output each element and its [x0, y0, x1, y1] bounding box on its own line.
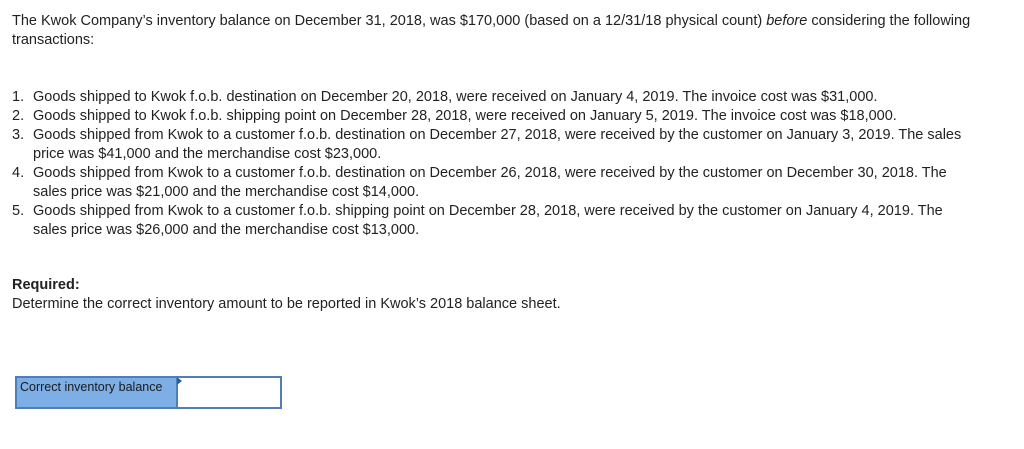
transaction-list [12, 88, 1012, 240]
list-item-text: Goods shipped to Kwok f.o.b. destination on December 20, 2018, were received on January 4, 2019. The invoice cost was $31,000. [33, 89, 878, 105]
flag-marker-icon [177, 377, 182, 385]
table-row [16, 377, 281, 408]
answer-input-cell[interactable] [177, 377, 281, 408]
list-item [12, 126, 1012, 164]
list-item-text: Goods shipped from Kwok to a customer f.o.b. destination on December 27, 2018, were received by the customer on January 3, 2019. The sales price was $41,000 and the merchandise cost $23,000. [33, 127, 962, 162]
list-item [12, 107, 1012, 126]
list-item-number: 1. [12, 89, 25, 105]
intro-text-after: considering the following transactions: [12, 13, 971, 48]
list-item [12, 202, 1012, 240]
list-item [12, 164, 1012, 202]
list-item-text: Goods shipped from Kwok to a customer f.o.b. shipping point on December 28, 2018, were received by the customer on January 4, 2019. The sales price was $26,000 and the merchandise cost $13,000. [33, 203, 943, 238]
question-content [12, 12, 1012, 314]
list-item-text: Goods shipped from Kwok to a customer f.o.b. destination on December 26, 2018, were received by the customer on December 30, 2018. The sales price was $21,000 and the merchandise cost $14,000. [33, 165, 947, 200]
answer-label-cell [16, 377, 177, 408]
required-section [12, 276, 1012, 314]
list-item [12, 88, 1012, 107]
intro-text-italic: before [766, 13, 808, 29]
list-item-number: 4. [12, 165, 25, 181]
list-item-number: 5. [12, 203, 25, 219]
required-label: Required: [12, 277, 80, 293]
intro-text-before: The Kwok Company’s inventory balance on December 31, 2018, was $170,000 (based on a 12/31/18 physical count) [12, 13, 767, 29]
intro-paragraph [12, 12, 1012, 50]
list-item-number: 3. [12, 127, 25, 143]
answer-table [15, 376, 282, 409]
answer-label: Correct inventory balance [20, 380, 163, 394]
required-text: Determine the correct inventory amount to be reported in Kwok’s 2018 balance sheet. [12, 296, 561, 312]
list-item-number: 2. [12, 108, 25, 124]
correct-inventory-balance-input[interactable] [178, 378, 280, 407]
list-item-text: Goods shipped to Kwok f.o.b. shipping point on December 28, 2018, were received on January 5, 2019. The invoice cost was $18,000. [33, 108, 897, 124]
